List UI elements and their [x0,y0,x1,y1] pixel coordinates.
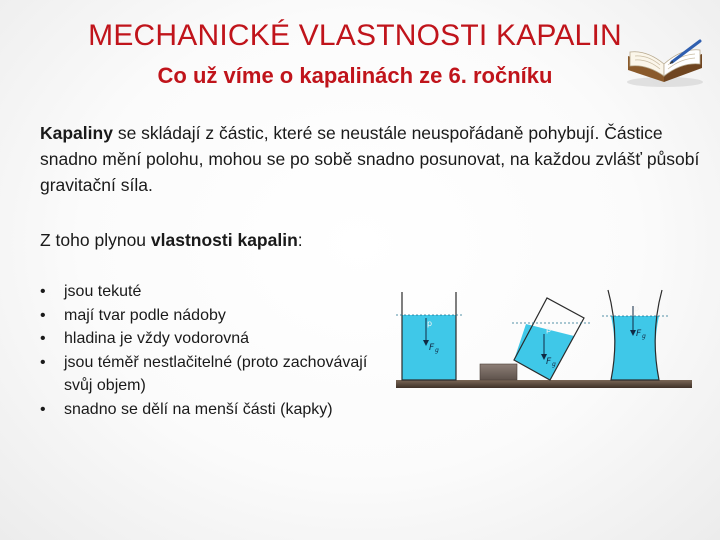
vase-container [602,290,668,380]
bullet: • [40,353,46,371]
beaker-rectangular [396,292,462,380]
svg-text:p: p [634,304,640,313]
properties-intro-prefix: Z toho plynou [40,230,151,250]
beaker-tilted [512,298,592,380]
liquid-containers-illustration [396,284,692,392]
intro-text: se skládají z částic, které se neustále neuspořádaně pohybují. Částice snadno mění polohu, mohou se po sobě snadno posunovat, na každou zvlášť působí gravitační síla. [40,123,700,195]
svg-text:p: p [546,325,552,334]
slide-title: MECHANICKÉ VLASTNOSTI KAPALIN [88,19,622,52]
slide-subtitle: Co už víme o kapalinách ze 6. ročníku [157,63,553,88]
list-item-text: mají tvar podle nádoby [64,306,226,324]
table-top [396,380,692,388]
svg-text:g: g [552,361,556,368]
list-item [40,280,380,304]
intro-bold-word: Kapaliny [40,123,113,143]
list-item [40,327,380,351]
properties-intro-bold: vlastnosti kapalin [150,230,298,250]
open-book-with-pen-icon [620,38,710,88]
list-item-text: snadno se dělí na menší části (kapky) [64,400,333,418]
support-block [480,364,517,380]
list-item [40,398,380,422]
list-item [40,351,380,398]
list-item-text: jsou tekuté [64,283,142,300]
svg-text:F: F [636,329,642,339]
intro-paragraph [40,120,700,198]
svg-text:p: p [427,319,433,328]
list-item [40,304,380,328]
list-item-text: jsou téměř nestlačitelné (proto zachovávají svůj objem) [64,353,368,394]
properties-intro [40,227,700,253]
properties-intro-suffix: : [297,230,303,250]
svg-text:F: F [546,357,552,367]
list-item-text: hladina je vždy vodorovná [64,330,250,347]
bullet: • [40,306,46,324]
properties-list [40,280,380,421]
force-label: F [429,343,435,353]
force-subscript: g [435,347,439,354]
bullet: • [40,283,46,300]
bullet: • [40,330,46,347]
svg-text:g: g [642,333,646,340]
bullet: • [40,400,46,418]
